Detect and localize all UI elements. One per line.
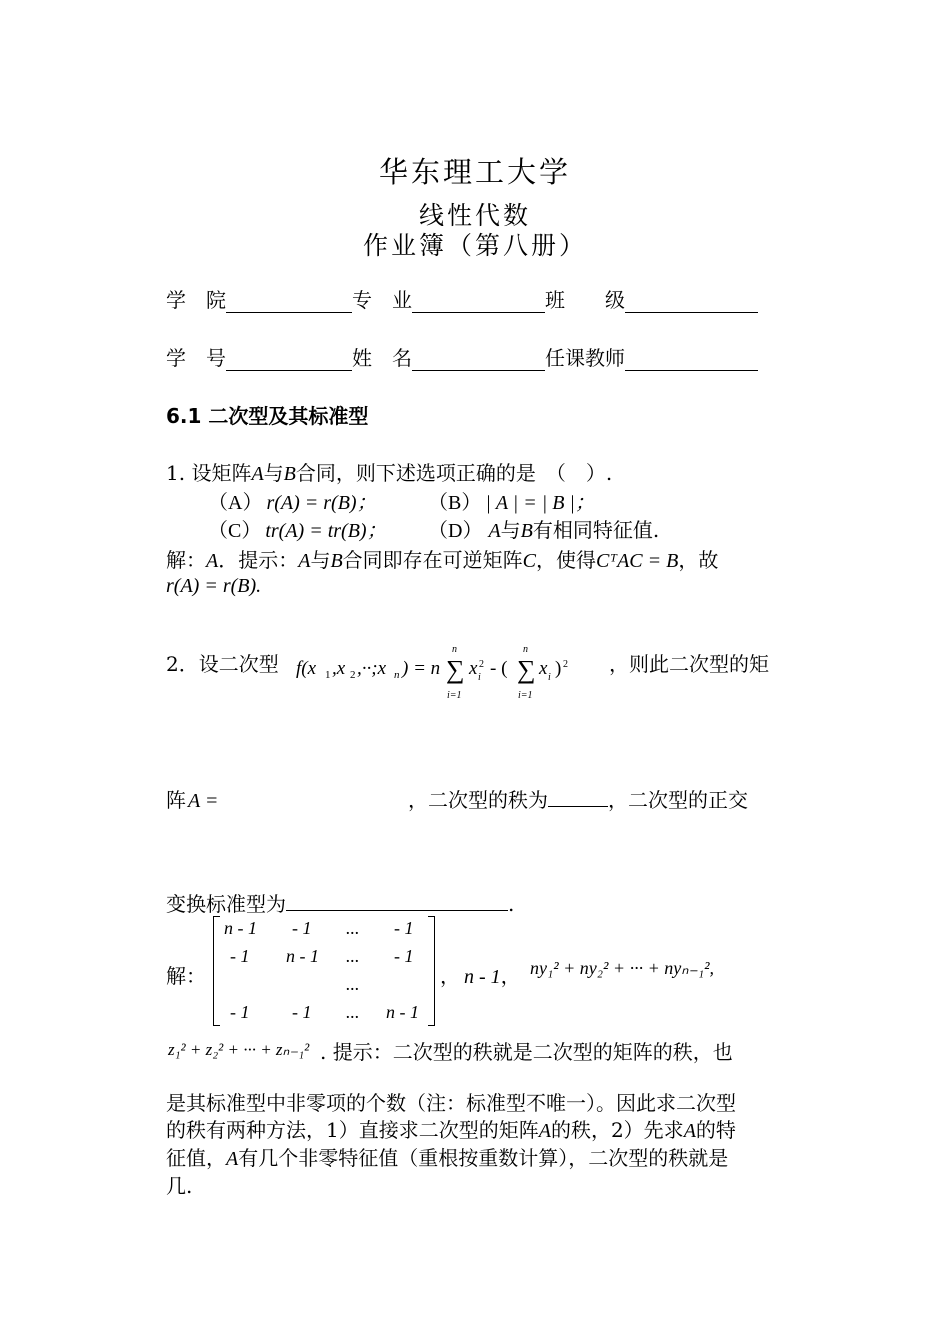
quadratic-form-svg	[296, 640, 616, 710]
svg-text:) = n: ) = n	[402, 658, 441, 679]
name-label: 姓 名	[352, 346, 412, 370]
student-id-label: 学 号	[166, 346, 226, 370]
hint-line-2: 是其标准型中非零项的个数（注：标准型不唯一）。因此求二次型	[166, 1091, 736, 1115]
course-title: 线性代数	[418, 201, 531, 230]
q1-option-b: （B） | A | = | B |；	[428, 492, 595, 514]
svg-text:i=1: i=1	[518, 690, 533, 701]
q2-line-2-rest: ，二次型的秩为 ，二次型的正交	[408, 788, 748, 812]
major-label: 专 业	[352, 288, 412, 312]
matrix-cell: - 1	[394, 946, 414, 966]
q2-stem-line-1: 2．设二次型	[166, 652, 279, 676]
q2-quadratic-form-formula	[296, 640, 616, 710]
svg-text:∑: ∑	[517, 655, 536, 684]
rank-blank[interactable]	[548, 788, 608, 807]
matrix-cell: ...	[346, 918, 360, 938]
matrix-cell: - 1	[292, 1002, 312, 1022]
svg-text:n: n	[394, 669, 400, 681]
teacher-label: 任课教师	[545, 346, 625, 370]
hint-paragraph	[166, 1090, 786, 1200]
svg-text:1: 1	[325, 669, 331, 681]
answer-standard-form: ny₁² + ny₂² + ··· + nyₙ₋₁²,	[530, 958, 715, 978]
matrix-cell: - 1	[292, 918, 312, 938]
q1-answer-line-2: r(A) = r(B).	[166, 575, 262, 597]
section-title: 6.1 二次型及其标准型	[166, 404, 369, 428]
class-field[interactable]	[625, 292, 758, 313]
svg-text:n: n	[523, 644, 528, 655]
matrix-cell: n - 1	[224, 918, 257, 938]
svg-text:,··;x: ,··;x	[357, 658, 387, 679]
matrix-cell: - 1	[230, 1002, 250, 1022]
matrix-cell: - 1	[230, 946, 250, 966]
svg-text:n: n	[452, 644, 457, 655]
class-label: 班 级	[545, 288, 625, 312]
q1-stem: 1. 设矩阵A与B合同，则下述选项正确的是 （ ）.	[166, 461, 613, 485]
q1-option-a: （A） r(A) = r(B)；	[208, 492, 377, 514]
svg-text:2: 2	[479, 659, 484, 670]
q2-stem-suffix: ，则此二次型的矩	[609, 652, 769, 676]
svg-text:,x: ,x	[332, 658, 346, 679]
name-field[interactable]	[412, 350, 545, 371]
matrix-cell: ...	[346, 974, 360, 994]
svg-text:2: 2	[350, 669, 356, 681]
svg-text:): )	[555, 658, 562, 679]
svg-text:i: i	[478, 672, 481, 683]
book-title: 作业簿（第八册）	[362, 231, 587, 260]
info-row-1	[166, 284, 758, 313]
hint-line-5: 几.	[166, 1174, 193, 1198]
answer-z-form: z₁² + z₂² + ··· + zₙ₋₁²	[168, 1040, 310, 1059]
student-id-field[interactable]	[226, 350, 352, 371]
standard-form-blank[interactable]	[286, 892, 508, 911]
svg-text:x: x	[469, 658, 478, 679]
hint-intro: . 提示：二次型的秩就是二次型的矩阵的秩，也	[320, 1040, 733, 1064]
teacher-field[interactable]	[625, 350, 758, 371]
q1-answer-line-1: 解：A．提示：A与B合同即存在可逆矩阵C，使得CᵀAC = B，故	[166, 548, 719, 572]
q2-line-3: 变换标准型为 .	[166, 892, 515, 916]
matrix-cell: n - 1	[386, 1002, 419, 1022]
college-field[interactable]	[226, 292, 352, 313]
hint-line-4: 征值，A有几个非零特征值（重根按重数计算），二次型的秩就是	[166, 1146, 729, 1170]
school-title: 华东理工大学	[378, 155, 571, 189]
svg-text:i: i	[548, 672, 551, 683]
svg-text:- (: - (	[490, 658, 508, 679]
info-row-2	[166, 342, 758, 371]
q1-option-d: （D） A与B有相同特征值.	[428, 518, 660, 542]
college-label: 学 院	[166, 288, 226, 312]
matrix-cell: ...	[346, 946, 360, 966]
answer-rank: ， n - 1，	[440, 964, 521, 988]
q2-line-2-prefix: 阵 A =	[166, 788, 219, 812]
major-field[interactable]	[412, 292, 545, 313]
matrix-cell: n - 1	[286, 946, 319, 966]
matrix-cell: ...	[346, 1002, 360, 1022]
svg-text:∑: ∑	[446, 655, 465, 684]
svg-text:i=1: i=1	[447, 690, 462, 701]
svg-text:2: 2	[563, 659, 568, 670]
q2-answer-label: 解：	[166, 964, 206, 988]
matrix-cell: - 1	[394, 918, 414, 938]
svg-text:x: x	[539, 658, 548, 679]
hint-line-3: 的秩有两种方法，1）直接求二次型的矩阵A的秩，2）先求A的特	[166, 1118, 736, 1142]
answer-matrix	[213, 916, 435, 1026]
q1-option-c: （C） tr(A) = tr(B)；	[208, 520, 387, 542]
svg-text:f(x: f(x	[296, 658, 317, 679]
